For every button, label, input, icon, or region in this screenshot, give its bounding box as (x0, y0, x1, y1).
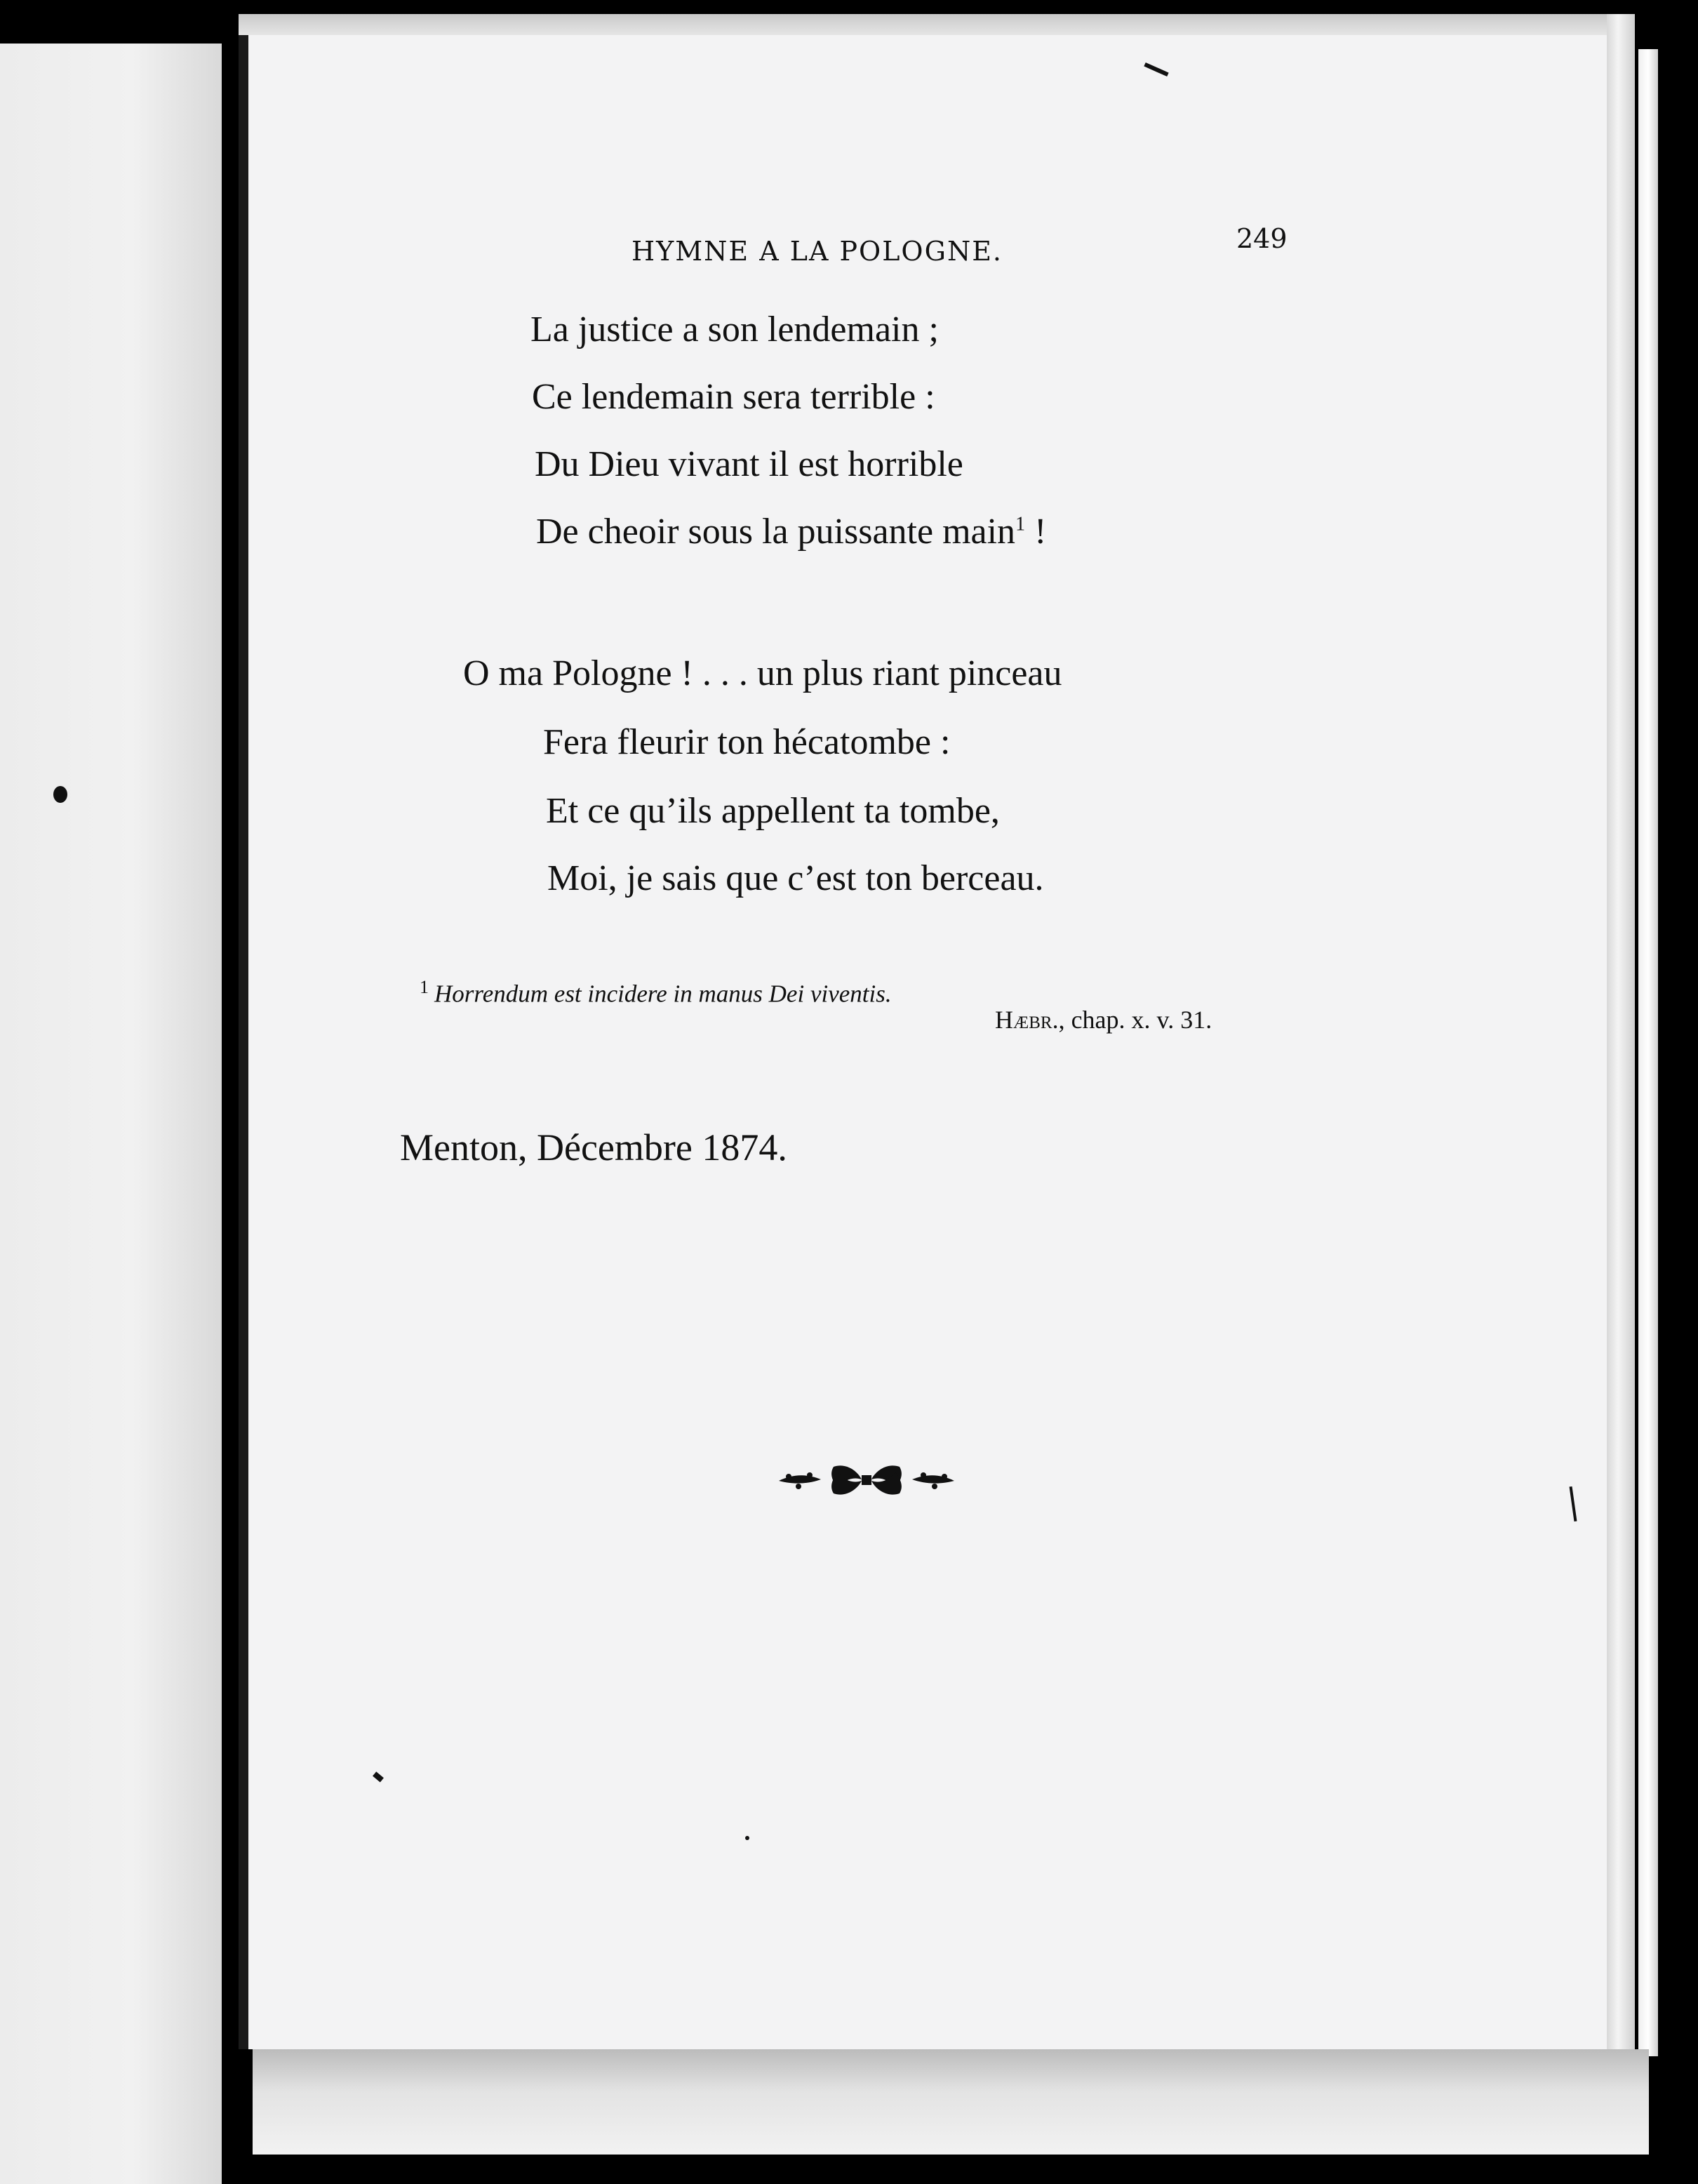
page-number: 249 (1236, 223, 1288, 254)
next-leaf-edge (1638, 49, 1658, 2056)
verse-line: O ma Pologne ! . . . un plus riant pinceau (463, 653, 1062, 693)
verse-line: Ce lendemain sera terrible : (532, 377, 935, 417)
footnote-reference: 1 (1015, 513, 1026, 535)
verse-line: Fera fleurir ton hécatombe : (543, 722, 951, 762)
verse-line (536, 511, 1046, 552)
left-page-margin (0, 44, 222, 2184)
verse-line-text: De cheoir sous la puissante main (536, 512, 1016, 552)
floral-tailpiece-ornament (779, 1456, 954, 1505)
page-bottom-edge (253, 2049, 1649, 2155)
ink-spot (53, 786, 67, 803)
verse-line: Du Dieu vivant il est horrible (535, 444, 963, 484)
verse-line-punctuation: ! (1025, 512, 1047, 552)
footnote-text: Horrendum est incidere in manus Dei viventis. (434, 980, 892, 1008)
footnote-source (995, 1005, 1212, 1034)
verse-line: Moi, je sais que c’est ton berceau. (547, 858, 1044, 898)
footnote-source-ref: , chap. x. v. 31. (1058, 1006, 1212, 1034)
dateline: Menton, Décembre 1874. (400, 1126, 787, 1168)
footnote-mark: 1 (420, 977, 429, 997)
verse-line: La justice a son lendemain ; (530, 309, 939, 349)
running-head: HYMNE A LA POLOGNE. (631, 236, 1003, 267)
page-fore-edge (1607, 14, 1635, 2049)
verse-line: Et ce qu’ils appellent ta tombe, (546, 791, 1000, 831)
footnote (420, 977, 892, 1008)
scan-speck (745, 1836, 749, 1840)
footnote-source-abbrev: Hæbr. (995, 1006, 1059, 1034)
page-top-edge (239, 14, 1614, 38)
